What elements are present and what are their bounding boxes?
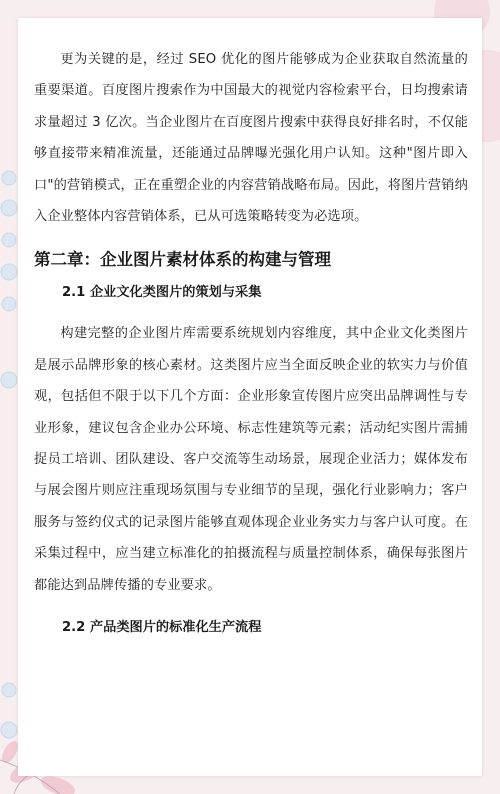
section-title-2-2: 2.2 产品类图片的标准化生产流程 [62, 620, 262, 636]
document-page [18, 18, 482, 776]
page-content [34, 44, 468, 639]
paragraph-corporate-culture-images: 构建完整的企业图片库需要系统规划内容维度，其中企业文化类图片是展示品牌形象的核心素材。这类图片应当全面反映企业的软实力与价值观，包括但不限于以下几个方面：企业形象宣传图片应突出品牌调性与专业形象，建议包含企业办公环境、标志性建筑等元素；活动纪实图片需捕捉员工培训、团队建设、客户交流等生动场景，展现企业活力；媒体发布与展会图片则应注重现场氛围与专业细节的呈现，强化行业影响力；客户服务与签约仪式的记录图片能够直观体现企业业务实力与客户认可度。在采集过程中，应当建立标准化的拍摄流程与质量控制体系，确保每张图片都能达到品牌传播的专业要求。 [34, 326, 468, 593]
paragraph-seo-traffic: 更为关键的是，经过 SEO 优化的图片能够成为企业获取自然流量的重要渠道。百度图片搜索作为中国最大的视觉内容检索平台，日均搜索请求量超过 3 亿次。当企业图片在百度图片搜索中获得良好排名时，不仅能够直接带来精准流量，还能通过品牌曝光强化用户认知。这种"图片即入口"的营销模式，正在重塑企业的内容营销战略布局。因此，将图片营销纳入企业整体内容营销体系，已从可选策略转变为必选项。 [34, 52, 468, 225]
section-title-2-1: 2.1 企业文化类图片的策划与采集 [62, 285, 262, 301]
chapter-title: 第二章：企业图片素材体系的构建与管理 [34, 250, 331, 270]
